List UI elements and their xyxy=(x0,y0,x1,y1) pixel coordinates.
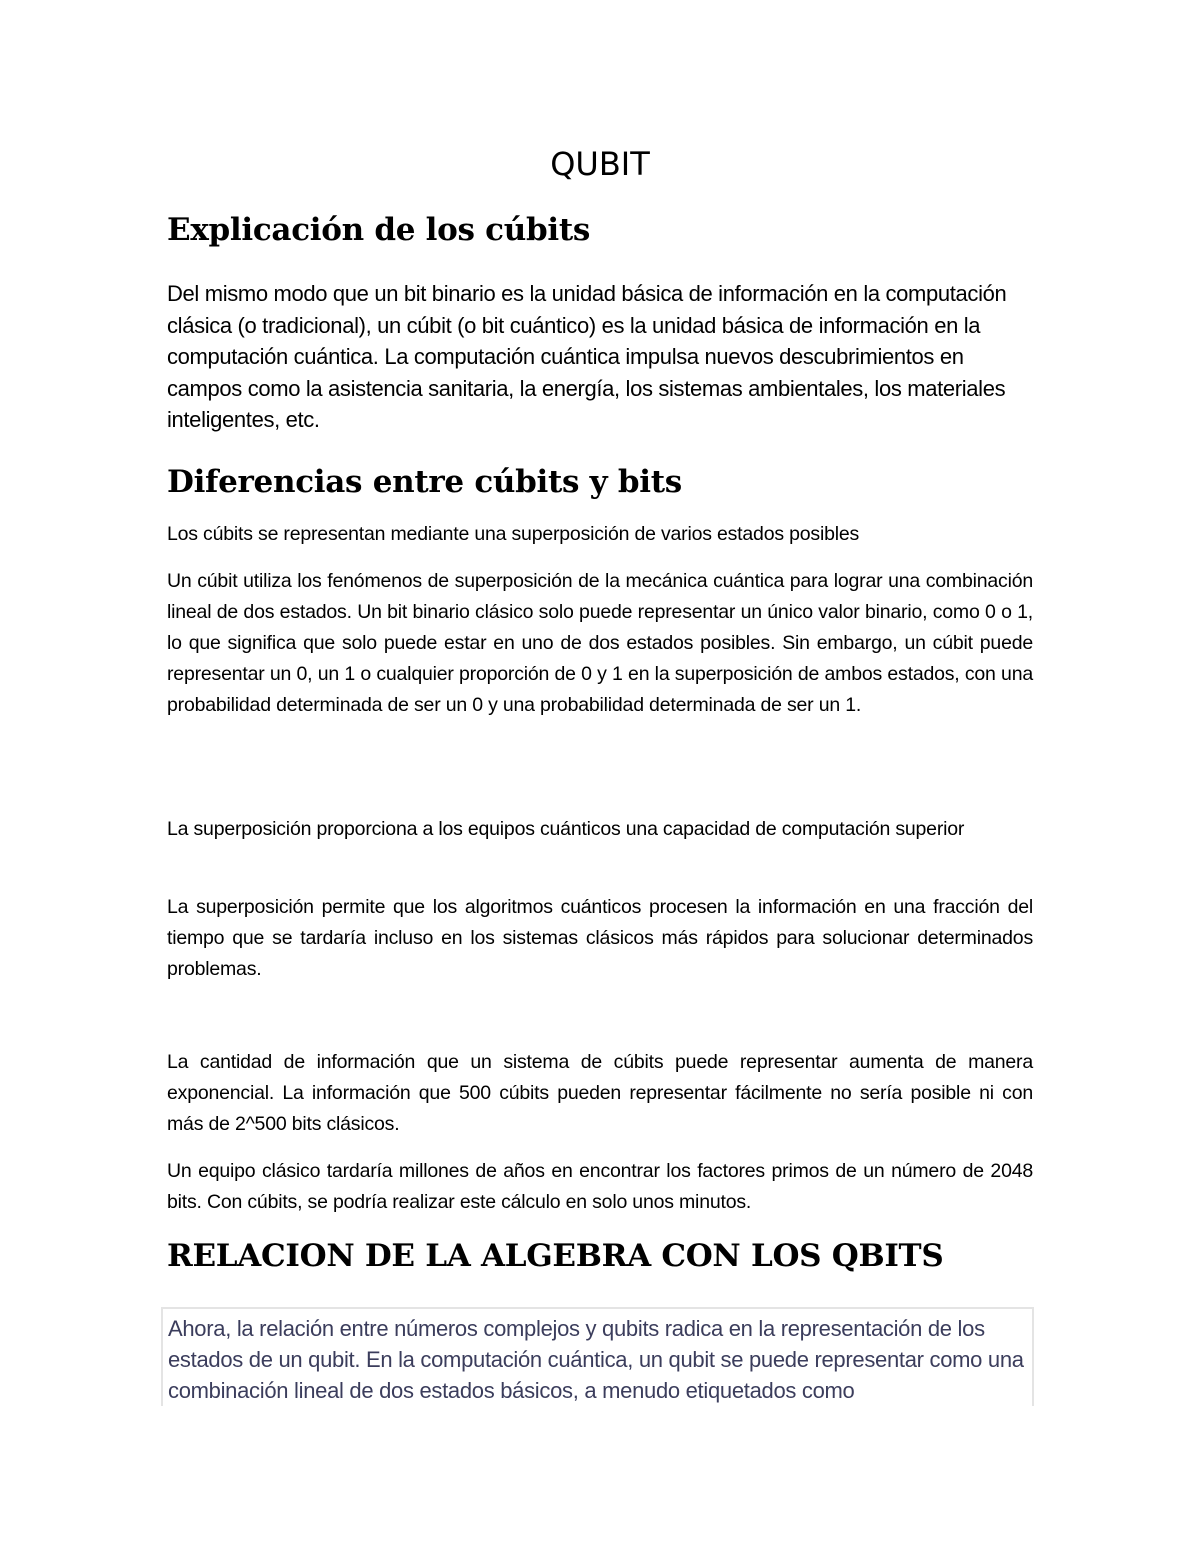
section-paragraph-capacidad-lead: La superposición proporciona a los equipos cuánticos una capacidad de computación superior xyxy=(167,818,965,840)
section-paragraph-cantidad-informacion: La cantidad de información que un sistema de cúbits puede representar aumenta de manera exponencial. La información que 500 cúbits pueden representar fácilmente no sería posible ni con más de 2^500 bits clásicos. xyxy=(167,1051,1033,1135)
section-paragraph-superposicion-lead: Los cúbits se representan mediante una superposición de varios estados posibles xyxy=(167,523,860,545)
section-heading-diferencias: Diferencias entre cúbits y bits xyxy=(167,464,682,500)
quoted-text-box xyxy=(161,1307,1034,1406)
section-paragraph-intro: Del mismo modo que un bit binario es la unidad básica de información en la computación clásica (o tradicional), un cúbit (o bit cuántico) es la unidad básica de información en la computación cuántica. La computación cuántica impulsa nuevos descubrimientos en campos como la asistencia sanitaria, la energía, los sistemas ambientales, los materiales inteligentes, etc. xyxy=(167,281,1007,432)
section-paragraph-factores-primos: Un equipo clásico tardaría millones de años en encontrar los factores primos de un número de 2048 bits. Con cúbits, se podría realizar este cálculo en solo unos minutos. xyxy=(167,1160,1033,1213)
document-title: QUBIT xyxy=(550,145,650,183)
section-heading-relacion-algebra: RELACION DE LA ALGEBRA CON LOS QBITS xyxy=(167,1238,944,1274)
section-heading-explicacion: Explicación de los cúbits xyxy=(167,212,590,248)
quoted-text-paragraph: Ahora, la relación entre números complejos y qubits radica en la representación de los estados de un qubit. En la computación cuántica, un qubit se puede representar como una combinación lineal de dos estados básicos, a menudo etiquetados como xyxy=(168,1316,1024,1403)
section-paragraph-algoritmos: La superposición permite que los algoritmos cuánticos procesen la información en una fracción del tiempo que se tardaría incluso en los sistemas clásicos más rápidos para solucionar determinados problemas. xyxy=(167,896,1033,980)
section-paragraph-cubit-explanation: Un cúbit utiliza los fenómenos de superposición de la mecánica cuántica para lograr una combinación lineal de dos estados. Un bit binario clásico solo puede representar un único valor binario, como 0 o 1, lo que significa que solo puede estar en uno de dos estados posibles. Sin embargo, un cúbit puede representar un 0, un 1 o cualquier proporción de 0 y 1 en la superposición de ambos estados, con una probabilidad determinada de ser un 0 y una probabilidad determinada de ser un 1. xyxy=(167,570,1033,716)
